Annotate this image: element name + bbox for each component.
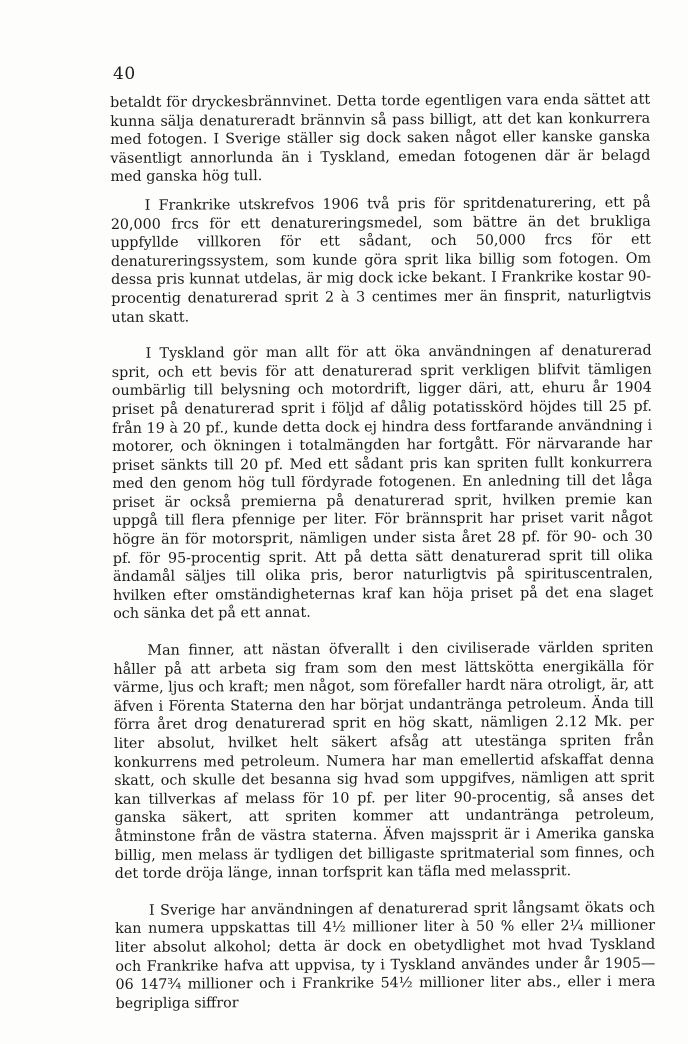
paragraph-civiliserade-varlden: Man finner, att nästan öfverallt i den civiliserade världen spriten håller på att arbeta sig fram som den mest lättskötta energikälla för värme, ljus och kraft; men något, som förefaller hardt nära otroligt, är, att äfven i Förenta Staterna den har börjat undantränga petroleum. Ända till förra året drog denaturerad sprit en hög skatt, nämligen 2.12 Mk. per liter absolut, hvilket helt säkert afsåg att utestänga spriten från konkurrens med petroleum. Numera har man emellertid afskaffat denna skatt, och skulle det besanna sig hvad som uppgifves, nämligen att sprit kan tillverkas af melass för 10 pf. per liter 90-procentig, så anses det ganska säkert, att spriten kommer att undantränga petroleum, åtminstone från de västra staterna. Äfven majssprit är i Amerika ganska billig, men melass är tydligen det billigaste spritmaterial som finnes, och det torde dröja länge, innan torfsprit kan täfla med melassprit. — [113, 639, 655, 883]
paragraph-sverige: I Sverige har användningen af denaturerad sprit långsamt ökats och kan numera uppskattas till 4½ millioner liter à 50 % eller 2¼ millioner liter absolut alkohol; detta är dock en obetydlighet mot hvad Tyskland och Frankrike hafva att uppvisa, ty i Tyskland användes under år 1905—06 147¾ millioner och i Frankrike 54½ millioner liter abs., eller i mera begripliga siffror — [115, 899, 656, 1012]
paragraph-frankrike: I Frankrike utskrefvos 1906 två pris för spritdenaturering, ett på 20,000 frcs för ett denatureringsmedel, som bättre än det brukliga uppfyllde villkoren för ett sådant, och 50,000 frcs för ett denatureringssystem, som kunde göra sprit lika billig som fotogen. Om dessa pris kunnat utdelas, är mig dock icke bekant. I Frankrike kostar 90-procentig denaturerad sprit 2 à 3 centimes mer än finsprit, naturligtvis utan skatt. — [110, 194, 652, 326]
body-text — [110, 91, 656, 1014]
paragraph-tyskland: I Tyskland gör man allt för att öka användningen af denaturerad sprit, och ett bevis för att denaturerad sprit verkligen blifvit tämligen oumbärlig till belysning och motordrift, ligger däri, att, ehuru år 1904 priset på denaturerad sprit i följd af dålig potatisskörd höjdes till 25 pf. från 19 à 20 pf., kunde detta dock ej hindra dess fortfarande användning i motorer, och ökningen i totalmängden har fortgått. För närvarande har priset sänkts till 20 pf. Med ett sådant pris kan spriten fullt konkurrera med den genom hög tull fördyrade fotogenen. En anledning till det låga priset är också premierna på denaturerad sprit, hvilken premie kan uppgå till flera pfennige per liter. För brännsprit har priset varit något högre än för motorsprit, nämligen under sista året 28 pf. för 90- och 30 pf. för 95-procentig sprit. Att på detta sätt denaturerad sprit till olika ändamål säljes till olika pris, beror naturligtvis på spirituscentralen, hvilken efter omständigheternas kraf kan höja priset på det ena slaget och sänka det på ett annat. — [111, 342, 654, 623]
page-number: 40 — [113, 64, 136, 84]
paragraph-continuation: betaldt för dryckesbrännvinet. Detta torde egentligen vara enda sättet att kunna sälja denatureradt brännvin så pass billigt, att det kan konkurrera med fotogen. I Sverige ställer sig dock saken något eller kanske ganska väsentligt annorlunda än i Tyskland, emedan fotogenen där är belagd med ganska hög tull. — [110, 91, 651, 186]
